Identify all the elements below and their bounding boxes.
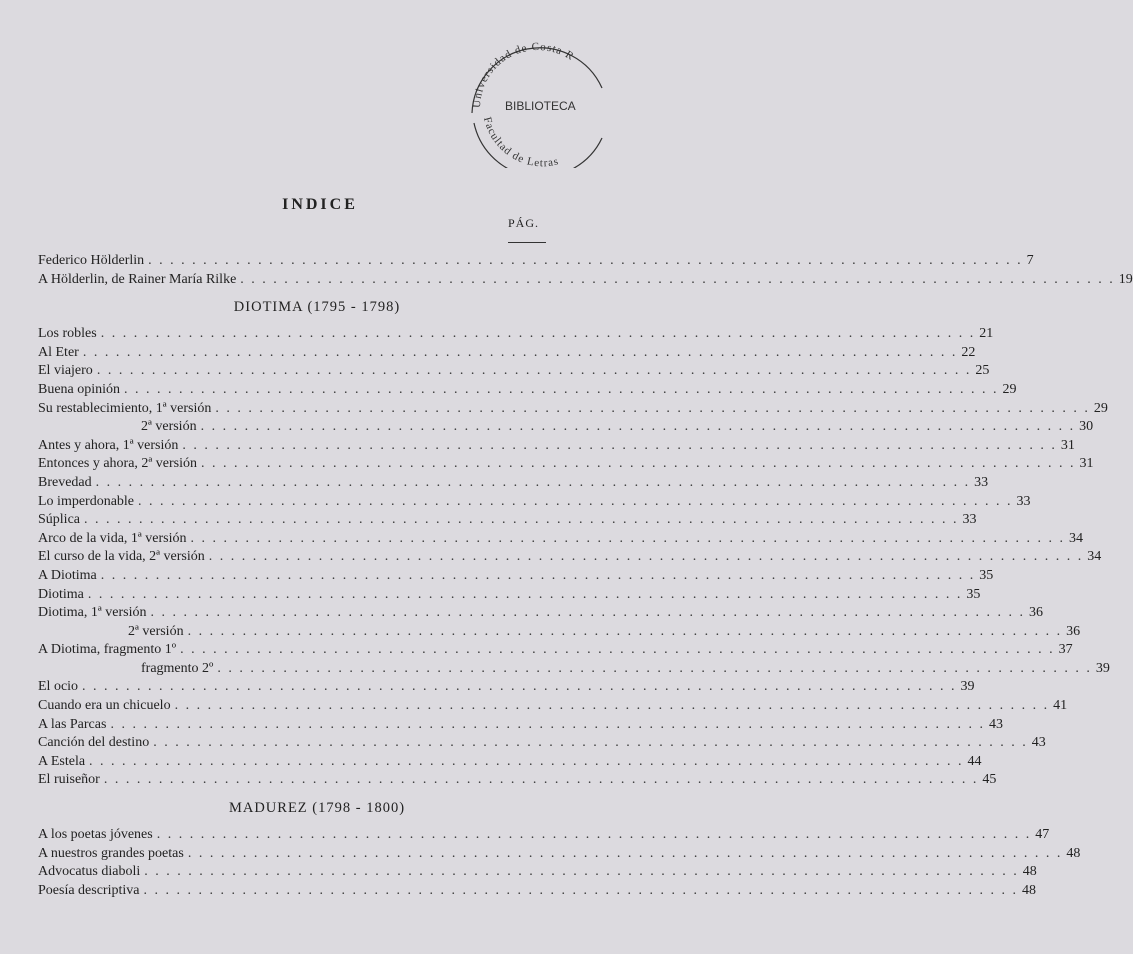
- toc-entry-title: A Hölderlin, de Rainer María Rilke: [38, 271, 237, 287]
- leader-dots: . . . . . . . . . . . . . . . . . . . . . . . . . . . . . . . . . . . . . . . . . . . . . . . . . . . . . . . . . . . . . . . . . . . . . . . . . . . . . . . .: [182, 437, 1057, 453]
- leader-dots: . . . . . . . . . . . . . . . . . . . . . . . . . . . . . . . . . . . . . . . . . . . . . . . . . . . . . . . . . . . . . . . . . . . . . . . . . . . . . . . .: [82, 679, 957, 695]
- toc-entry-title: A las Parcas: [38, 716, 107, 732]
- leader-dots: . . . . . . . . . . . . . . . . . . . . . . . . . . . . . . . . . . . . . . . . . . . . . . . . . . . . . . . . . . . . . . . . . . . . . . . . . . . . . . . .: [82, 344, 958, 360]
- toc-entry-page: 37: [1058, 642, 1073, 658]
- toc-entry-page: 34: [1087, 549, 1102, 565]
- leader-dots: . . . . . . . . . . . . . . . . . . . . . . . . . . . . . . . . . . . . . . . . . . . . . . . . . . . . . . . . . . . . . . . . . . . . . . . . . . . . . . . .: [187, 845, 1063, 861]
- toc-entry-title: 2ª versión: [141, 419, 197, 435]
- toc-entry: [38, 678, 975, 697]
- leader-dots: . . . . . . . . . . . . . . . . . . . . . . . . . . . . . . . . . . . . . . . . . . . . . . . . . . . . . . . . . . . . . . . . . . . . . . . . . . . . . . . .: [103, 772, 979, 788]
- toc-entry: [38, 863, 1037, 882]
- toc-entry-title: fragmento 2º: [141, 660, 214, 676]
- toc-entry-title: Al Eter: [38, 344, 79, 360]
- toc-entry-page: 30: [1079, 419, 1094, 435]
- toc-entry-page: 48: [1021, 882, 1036, 898]
- page-title: INDICE: [282, 196, 358, 213]
- toc-entry: [38, 586, 981, 605]
- toc-entry-title: Su restablecimiento, 1ª versión: [38, 400, 212, 416]
- toc-entry: [38, 641, 1073, 660]
- toc-entry: [38, 400, 1108, 419]
- toc-entry-page: 48: [1066, 845, 1081, 861]
- toc-entry-title: A los poetas jóvenes: [38, 827, 153, 843]
- toc-entry-page: 36: [1028, 605, 1043, 621]
- leader-dots: . . . . . . . . . . . . . . . . . . . . . . . . . . . . . . . . . . . . . . . . . . . . . . . . . . . . . . . . . . . . . . . . . . . . . . . . . . . . . . . .: [215, 400, 1090, 416]
- toc-entry-page: 19: [1118, 271, 1133, 287]
- leader-dots: . . . . . . . . . . . . . . . . . . . . . . . . . . . . . . . . . . . . . . . . . . . . . . . . . . . . . . . . . . . . . . . . . . . . . . . . . . . . . . . .: [89, 753, 964, 769]
- toc-entry-title: Buena opinión: [38, 381, 121, 397]
- toc-entry: [38, 252, 1034, 271]
- toc-entry-title: Poesía descriptiva: [38, 882, 140, 898]
- leader-dots: . . . . . . . . . . . . . . . . . . . . . . . . . . . . . . . . . . . . . . . . . . . . . . . . . . . . . . . . . . . . . . . . . . . . . . . . . . . . . . . .: [153, 735, 1028, 751]
- section-entries-diotima: [38, 325, 1110, 790]
- leader-dots: . . . . . . . . . . . . . . . . . . . . . . . . . . . . . . . . . . . . . . . . . . . . . . . . . . . . . . . . . . . . . . . . . . . . . . . . . . . . . . . .: [148, 253, 1023, 268]
- toc-entry-page: 39: [960, 679, 975, 695]
- toc-entry: [38, 734, 1046, 753]
- stamp-bottom-text: Facultad de Letras: [480, 115, 561, 168]
- svg-text:Facultad de Letras: [481, 116, 560, 168]
- toc-entry: [38, 845, 1081, 864]
- toc-entry-page: 33: [962, 512, 977, 528]
- toc-entry: [38, 716, 1003, 735]
- toc-entry-title: 2ª versión: [128, 623, 184, 639]
- toc-entry-title: El ruiseñor: [38, 772, 100, 788]
- toc-entry-page: 33: [1016, 493, 1031, 509]
- leader-dots: . . . . . . . . . . . . . . . . . . . . . . . . . . . . . . . . . . . . . . . . . . . . . . . . . . . . . . . . . . . . . . . . . . . . . . . . . . . . . . . .: [240, 271, 1115, 287]
- leader-dots: . . . . . . . . . . . . . . . . . . . . . . . . . . . . . . . . . . . . . . . . . . . . . . . . . . . . . . . . . . . . . . . . . . . . . . . . . . . . . . . .: [200, 456, 1076, 472]
- toc-entry-page: 34: [1068, 530, 1083, 546]
- leader-dots: . . . . . . . . . . . . . . . . . . . . . . . . . . . . . . . . . . . . . . . . . . . . . . . . . . . . . . . . . . . . . . . . . . . . . . . . . . . . . . . .: [110, 716, 985, 732]
- leader-dots: . . . . . . . . . . . . . . . . . . . . . . . . . . . . . . . . . . . . . . . . . . . . . . . . . . . . . . . . . . . . . . . . . . . . . . . . . . . . . . . .: [143, 882, 1018, 898]
- divider: [508, 242, 546, 243]
- leader-dots: . . . . . . . . . . . . . . . . . . . . . . . . . . . . . . . . . . . . . . . . . . . . . . . . . . . . . . . . . . . . . . . . . . . . . . . . . . . . . . . .: [100, 326, 976, 342]
- toc-entry-title: Federico Hölderlin: [38, 253, 145, 268]
- toc-entry-page: 39: [1095, 660, 1110, 676]
- toc-entry-title: Diotima: [38, 586, 84, 602]
- leader-dots: . . . . . . . . . . . . . . . . . . . . . . . . . . . . . . . . . . . . . . . . . . . . . . . . . . . . . . . . . . . . . . . . . . . . . . . . . . . . . . . .: [124, 381, 999, 397]
- stamp-center-text: BIBLIOTECA: [505, 99, 576, 113]
- leader-dots: . . . . . . . . . . . . . . . . . . . . . . . . . . . . . . . . . . . . . . . . . . . . . . . . . . . . . . . . . . . . . . . . . . . . . . . . . . . . . . . .: [208, 549, 1084, 565]
- toc-entry: [38, 474, 989, 493]
- toc-entry: [38, 567, 994, 586]
- toc-entry-title: Súplica: [38, 512, 80, 528]
- toc-entry-page: 36: [1066, 623, 1081, 639]
- toc-entry-title: Advocatus diaboli: [38, 864, 141, 880]
- leader-dots: . . . . . . . . . . . . . . . . . . . . . . . . . . . . . . . . . . . . . . . . . . . . . . . . . . . . . . . . . . . . . . . . . . . . . . . . . . . . . . . .: [144, 864, 1019, 880]
- toc-entry: [38, 455, 1094, 474]
- leader-dots: . . . . . . . . . . . . . . . . . . . . . . . . . . . . . . . . . . . . . . . . . . . . . . . . . . . . . . . . . . . . . . . . . . . . . . . . . . . . . . . .: [200, 419, 1076, 435]
- toc-entry-title: A Diotima: [38, 567, 97, 583]
- toc-entry-title: Antes y ahora, 1ª versión: [38, 437, 179, 453]
- toc-entry: [38, 493, 1031, 512]
- toc-entry-title: El viajero: [38, 363, 93, 379]
- toc-entry: [38, 437, 1075, 456]
- toc-entry-page: 47: [1035, 827, 1050, 843]
- section-entries-madurez: [38, 826, 1081, 900]
- page-column-label: PÁG.: [508, 216, 540, 230]
- toc-entry-page: 22: [961, 344, 976, 360]
- toc-entry-title: A nuestros grandes poetas: [38, 845, 184, 861]
- toc-entry-page: 31: [1079, 456, 1094, 472]
- toc-entry-page: 48: [1022, 864, 1037, 880]
- toc-entry: [38, 418, 1094, 437]
- toc-entry: [38, 604, 1043, 623]
- toc-entry-page: 7: [1026, 253, 1034, 268]
- toc-entry-page: 43: [988, 716, 1003, 732]
- leader-dots: . . . . . . . . . . . . . . . . . . . . . . . . . . . . . . . . . . . . . . . . . . . . . . . . . . . . . . . . . . . . . . . . . . . . . . . . . . . . . . . .: [180, 642, 1055, 658]
- toc-entry: [38, 530, 1083, 549]
- leader-dots: . . . . . . . . . . . . . . . . . . . . . . . . . . . . . . . . . . . . . . . . . . . . . . . . . . . . . . . . . . . . . . . . . . . . . . . . . . . . . . . .: [174, 698, 1050, 714]
- toc-entry-title: Diotima, 1ª versión: [38, 605, 147, 621]
- toc-entry-title: Los robles: [38, 326, 97, 342]
- leader-dots: . . . . . . . . . . . . . . . . . . . . . . . . . . . . . . . . . . . . . . . . . . . . . . . . . . . . . . . . . . . . . . . . . . . . . . . . . . . . . . . .: [138, 493, 1013, 509]
- leader-dots: . . . . . . . . . . . . . . . . . . . . . . . . . . . . . . . . . . . . . . . . . . . . . . . . . . . . . . . . . . . . . . . . . . . . . . . . . . . . . . . .: [87, 586, 963, 602]
- toc-entry: [38, 548, 1102, 567]
- toc-entry-page: 29: [1002, 381, 1017, 397]
- toc-entry-title: A Estela: [38, 753, 86, 769]
- toc-entry: [38, 697, 1068, 716]
- toc-entry: [38, 882, 1036, 901]
- toc-entry-page: 45: [982, 772, 997, 788]
- leader-dots: . . . . . . . . . . . . . . . . . . . . . . . . . . . . . . . . . . . . . . . . . . . . . . . . . . . . . . . . . . . . . . . . . . . . . . . . . . . . . . . .: [217, 660, 1092, 676]
- toc-entry: [38, 511, 977, 530]
- toc-entry: [38, 753, 982, 772]
- section-title-diotima: DIOTIMA (1795 - 1798): [233, 299, 401, 316]
- toc-entry: [38, 660, 1110, 679]
- toc-entry: [38, 325, 994, 344]
- toc-entry: [38, 381, 1017, 400]
- toc-entry-page: 35: [979, 567, 994, 583]
- toc-entry-page: 31: [1060, 437, 1075, 453]
- toc-entry: [38, 271, 1133, 290]
- toc-entry-page: 21: [979, 326, 994, 342]
- toc-entry-page: 41: [1053, 698, 1068, 714]
- toc-entry-title: Brevedad: [38, 474, 92, 490]
- toc-entry-title: Cuando era un chicuelo: [38, 698, 171, 714]
- toc-entry-title: A Diotima, fragmento 1º: [38, 642, 177, 658]
- leader-dots: . . . . . . . . . . . . . . . . . . . . . . . . . . . . . . . . . . . . . . . . . . . . . . . . . . . . . . . . . . . . . . . . . . . . . . . . . . . . . . . .: [187, 623, 1063, 639]
- leader-dots: . . . . . . . . . . . . . . . . . . . . . . . . . . . . . . . . . . . . . . . . . . . . . . . . . . . . . . . . . . . . . . . . . . . . . . . . . . . . . . . .: [190, 530, 1065, 546]
- table-of-contents: [38, 252, 1133, 900]
- toc-entry-page: 44: [967, 753, 982, 769]
- leader-dots: . . . . . . . . . . . . . . . . . . . . . . . . . . . . . . . . . . . . . . . . . . . . . . . . . . . . . . . . . . . . . . . . . . . . . . . . . . . . . . . .: [100, 567, 976, 583]
- leader-dots: . . . . . . . . . . . . . . . . . . . . . . . . . . . . . . . . . . . . . . . . . . . . . . . . . . . . . . . . . . . . . . . . . . . . . . . . . . . . . . . .: [150, 605, 1025, 621]
- toc-entry: [38, 826, 1050, 845]
- toc-entry: [38, 344, 976, 363]
- toc-entry-title: El ocio: [38, 679, 79, 695]
- leader-dots: . . . . . . . . . . . . . . . . . . . . . . . . . . . . . . . . . . . . . . . . . . . . . . . . . . . . . . . . . . . . . . . . . . . . . . . . . . . . . . . .: [84, 512, 959, 528]
- toc-entry-page: 29: [1093, 400, 1108, 416]
- stamp-top-text: Universidad de Costa R: [470, 40, 577, 109]
- toc-entry-page: 43: [1031, 735, 1046, 751]
- section-title-madurez: MADUREZ (1798 - 1800): [228, 800, 406, 817]
- toc-entry-title: Entonces y ahora, 2ª versión: [38, 456, 197, 472]
- toc-entry-title: Lo imperdonable: [38, 493, 135, 509]
- toc-entry: [38, 771, 997, 790]
- toc-entry-title: El curso de la vida, 2ª versión: [38, 549, 205, 565]
- toc-entry-page: 33: [974, 474, 989, 490]
- toc-entry-title: Canción del destino: [38, 735, 150, 751]
- toc-entry-page: 25: [975, 363, 990, 379]
- leader-dots: . . . . . . . . . . . . . . . . . . . . . . . . . . . . . . . . . . . . . . . . . . . . . . . . . . . . . . . . . . . . . . . . . . . . . . . . . . . . . . . .: [96, 363, 972, 379]
- toc-entry: [38, 623, 1081, 642]
- library-stamp: [462, 18, 612, 168]
- leader-dots: . . . . . . . . . . . . . . . . . . . . . . . . . . . . . . . . . . . . . . . . . . . . . . . . . . . . . . . . . . . . . . . . . . . . . . . . . . . . . . . .: [95, 474, 971, 490]
- toc-entry-page: 35: [966, 586, 981, 602]
- toc-entry: [38, 362, 990, 381]
- intro-entries: [38, 252, 1133, 289]
- leader-dots: . . . . . . . . . . . . . . . . . . . . . . . . . . . . . . . . . . . . . . . . . . . . . . . . . . . . . . . . . . . . . . . . . . . . . . . . . . . . . . . .: [156, 827, 1032, 843]
- toc-entry-title: Arco de la vida, 1ª versión: [38, 530, 187, 546]
